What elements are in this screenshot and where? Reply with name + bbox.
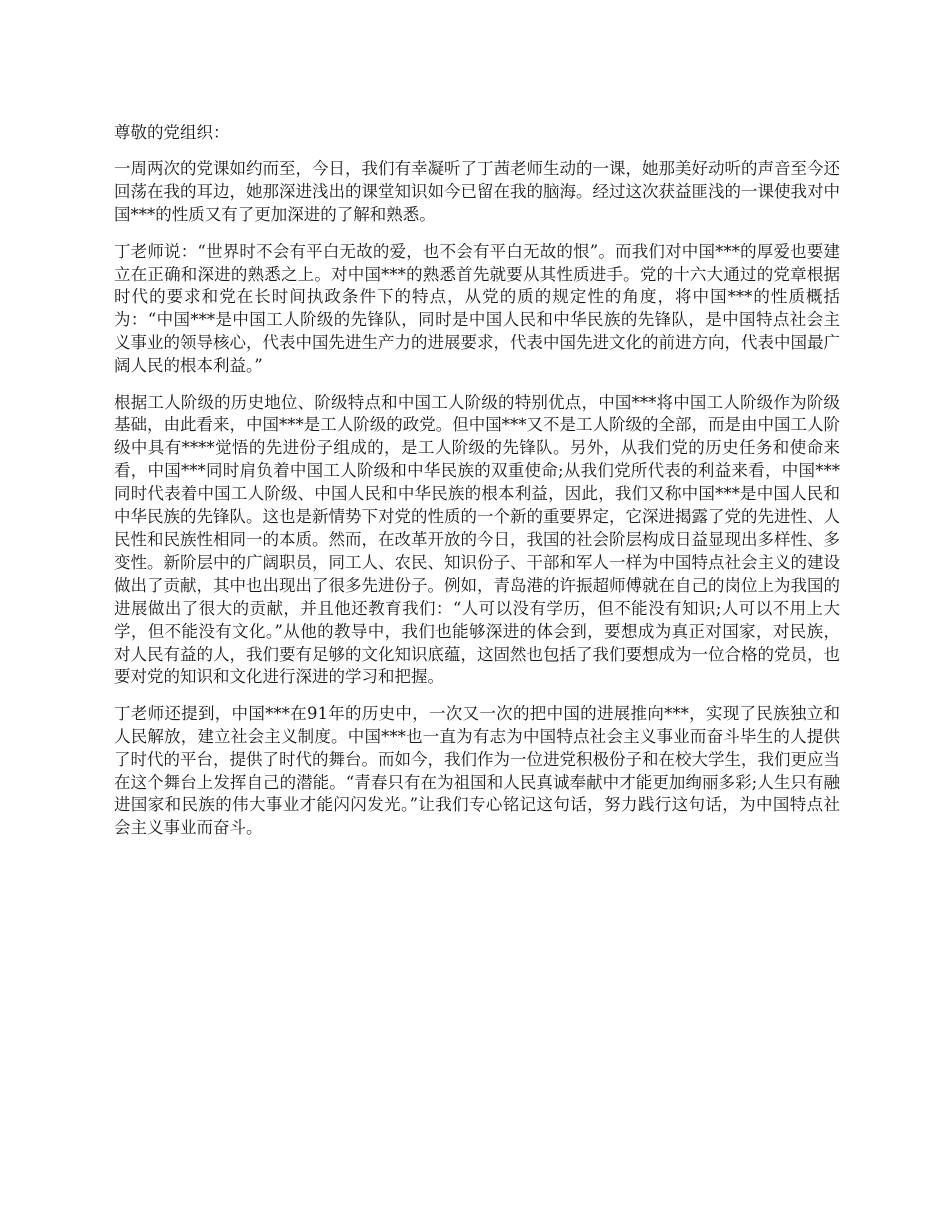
paragraph-3: 根据工人阶级的历史地位、阶级特点和中国工人阶级的特别优点，中国***将中国工人阶级作为阶级基础，由此看来，中国***是工人阶级的政党。但中国***又不是工人阶级的全部，而是由中国工人阶级中具有****觉悟的先进份子组成的，是工人阶级的先锋队。另外，从我们党的历史任务和使命来看，中国***同时肩负着中国工人阶级和中华民族的双重使命;从我们党所代表的利益来看，中国***同时代表着中国工人阶级、中国人民和中华民族的根本利益，因此，我们又称中国***是中国人民和中华民族的先锋队。这也是新情势下对党的性质的一个新的重要界定，它深进揭露了党的先进性、人民性和民族性相同一的本质。然而，在改革开放的今日，我国的社会阶层构成日益显现出多样性、多变性。新阶层中的广阔职员，同工人、农民、知识份子、干部和军人一样为中国特点社会主义的建设做出了贡献，其中也出现出了很多先进份子。例如，青岛港的许振超师傅就在自己的岗位上为我国的进展做出了很大的贡献，并且他还教育我们：“人可以没有学历，但不能没有知识;人可以不用上大学，但不能没有文化。”从他的教导中，我们也能够深进的体会到，要想成为真正对国家，对民族，对人民有益的人，我们要有足够的文化知识底蕴，这固然也包括了我们要想成为一位合格的党员，也要对党的知识和文化进行深进的学习和把握。 — [114, 392, 840, 687]
salutation: 尊敬的党组织： — [114, 123, 230, 142]
paragraph-4: 丁老师还提到，中国***在91年的历史中，一次又一次的把中国的进展推向***，实现了民族独立和人民解放，建立社会主义制度。中国***也一直为有志为中国特点社会主义事业而奋斗毕生的人提供了时代的平台，提供了时代的舞台。而如今，我们作为一位进党积极份子和在校大学生，我们更应当在这个舞台上发挥自己的潜能。“青春只有在为祖国和人民真诚奉献中才能更加绚丽多彩;人生只有融进国家和民族的伟大事业才能闪闪发光。”让我们专心铭记这句话，努力践行这句话，为中国特点社会主义事业而奋斗。 — [114, 703, 840, 838]
paragraph-2: 丁老师说：“世界时不会有平白无故的爱，也不会有平白无故的恨”。而我们对中国***的厚爱也要建立在正确和深进的熟悉之上。对中国***的熟悉首先就要从其性质进手。党的十六大通过的党章根据时代的要求和党在长时间执政条件下的特点，从党的质的规定性的角度，将中国***的性质概括为：“中国***是中国工人阶级的先锋队，同时是中国人民和中华民族的先锋队，是中国特点社会主义事业的领导核心，代表中国先进生产力的进展要求，代表中国先进文化的前进方向，代表中国最广阔人民的根本利益。” — [114, 241, 840, 376]
paragraph-1: 一周两次的党课如约而至，今日，我们有幸凝听了丁茜老师生动的一课，她那美好动听的声音至今还回荡在我的耳边，她那深进浅出的课堂知识如今已留在我的脑海。经过这次获益匪浅的一课使我对中国***的性质又有了更加深进的了解和熟悉。 — [114, 159, 840, 225]
document-page — [114, 122, 840, 854]
